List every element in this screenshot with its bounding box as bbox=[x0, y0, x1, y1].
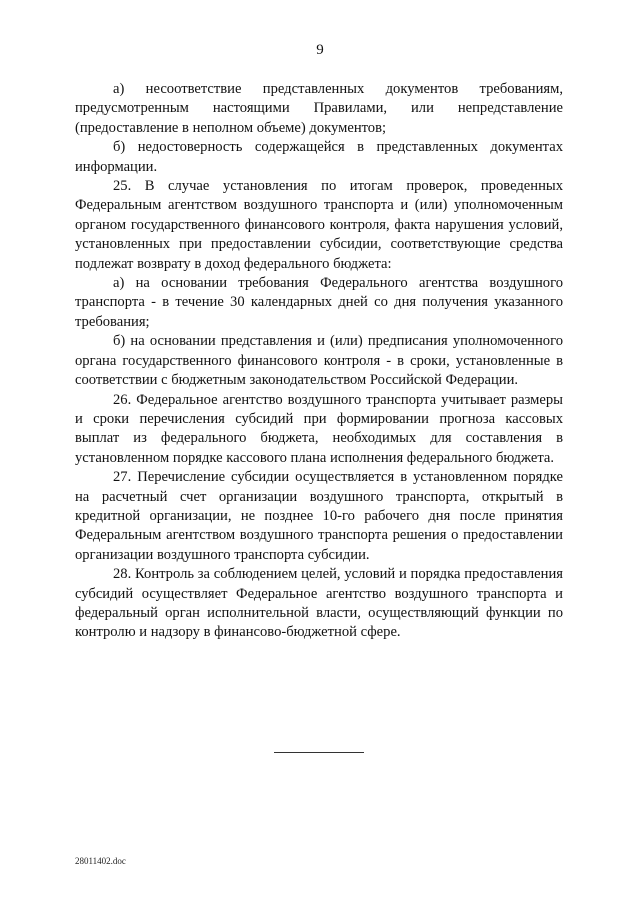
file-reference: 28011402.doc bbox=[75, 856, 126, 866]
paragraph-clause-28: 28. Контроль за соблюдением целей, условий и порядка предоставления субсидий осуществляет Федеральное агентство воздушного транспорта и федеральный орган исполнительной власти, осуществляющий функции по контролю и надзору в финансово-бюджетной сфере. bbox=[75, 566, 563, 641]
page-number: 9 bbox=[316, 42, 324, 58]
paragraph-clause-27: 27. Перечисление субсидии осуществляется в установленном порядке на расчетный счет организации воздушного транспорта, открытый в кредитной организации, не позднее 10-го рабочего дня после принятия Федеральным агентством воздушного транспорта решения о предоставлении организации воздушного транспорта субсидии. bbox=[75, 469, 563, 563]
paragraph-clause-25-item-a: а) на основании требования Федерального агентства воздушного транспорта - в течение 30 календарных дней со дня получения указанного требования; bbox=[75, 275, 563, 330]
paragraph-clause-25-item-b: б) на основании представления и (или) предписания уполномоченного органа государственного финансового контроля - в сроки, установленные в соответствии с бюджетным законодательством Российской Федерации. bbox=[75, 333, 563, 389]
paragraph-item-a-nonconformity: а) несоответствие представленных документов требованиям, предусмотренным настоящими Правилами, или непредставление (предоставление в неполном объеме) документов; bbox=[75, 81, 563, 136]
document-body bbox=[75, 80, 563, 643]
paragraph-clause-26: 26. Федеральное агентство воздушного транспорта учитывает размеры и сроки перечисления субсидий при формировании прогноза кассовых выплат из федерального бюджета, необходимых для составления в установленном порядке кассового плана исполнения федерального бюджета. bbox=[75, 391, 563, 466]
end-separator-line bbox=[274, 752, 364, 753]
paragraph-item-b-unreliability: б) недостоверность содержащейся в представленных документах информации. bbox=[75, 139, 563, 175]
paragraph-clause-25: 25. В случае установления по итогам проверок, проведенных Федеральным агентством воздушного транспорта и (или) уполномоченным органом государственного финансового контроля, факта нарушения условий, установленных при предоставлении субсидии, соответствующие средства подлежат возврату в доход федерального бюджета: bbox=[75, 178, 563, 272]
